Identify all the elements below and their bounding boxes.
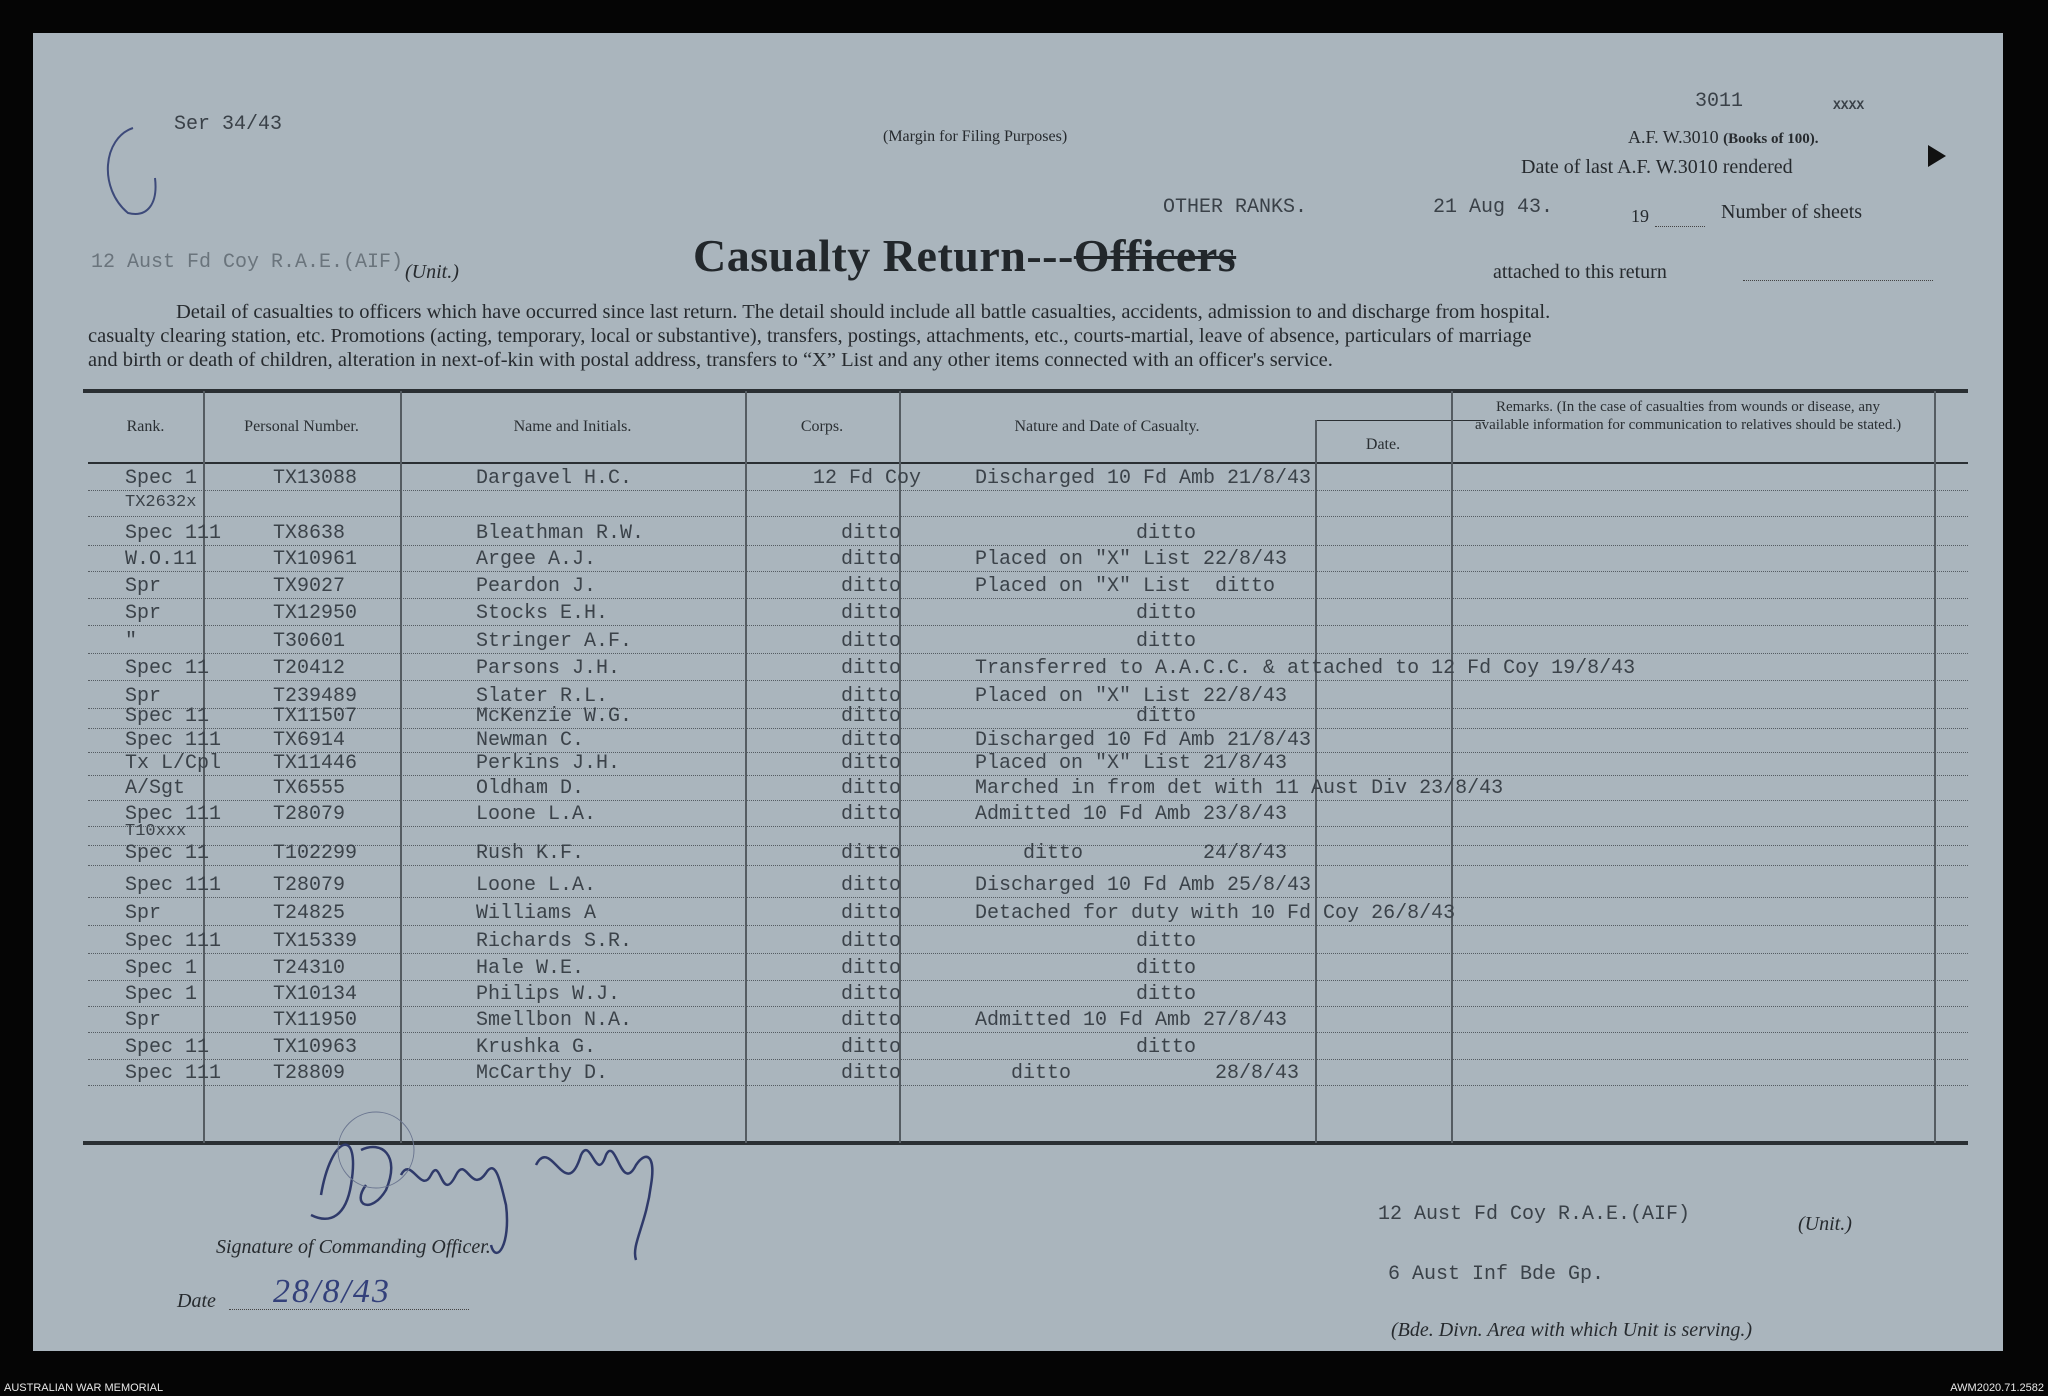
cell-corps: ditto [841, 842, 902, 865]
row-dotted-rule [88, 1032, 1968, 1033]
table-row [88, 491, 1968, 517]
col-header-name: Name and Initials. [513, 418, 632, 435]
number-sheets-label: Number of sheets [1721, 201, 1863, 223]
cell-name: Rush K.F. [476, 842, 585, 865]
col-header-rank: Rank. [126, 418, 165, 435]
brigade-label: (Bde. Divn. Area with which Unit is serving.) [1391, 1319, 1753, 1341]
margin-note: (Margin for Filing Purposes) [883, 128, 1068, 145]
cell-corps: ditto [841, 777, 902, 800]
cell-rank: Spec 111 [125, 522, 222, 545]
table-row [88, 775, 1968, 801]
signed-date: 28/8/43 [273, 1273, 391, 1310]
table-row [88, 465, 1968, 491]
cell-rank: Spec 111 [125, 930, 222, 953]
cell-rank: Spec 11 [125, 705, 210, 728]
cell-nature-right: ditto [1136, 705, 1197, 728]
table-row [88, 520, 1968, 546]
attached-label: attached to this return [1493, 261, 1667, 283]
year-dots [1655, 226, 1705, 227]
form-ref-overtype: XXXX [1833, 98, 1865, 113]
cell-number: TX13088 [273, 467, 358, 490]
cell-nature-right: ditto [1136, 930, 1197, 953]
cell-corps: ditto [841, 1062, 902, 1085]
cell-name: Perkins J.H. [476, 752, 621, 775]
table-row [88, 872, 1968, 898]
cell-number: T239489 [273, 685, 358, 708]
cell-number: TX10961 [273, 548, 358, 571]
cell-name: Argee A.J. [476, 548, 597, 571]
table-row [88, 1034, 1968, 1060]
cell-nature-right: ditto [1136, 602, 1197, 625]
row-dotted-rule [88, 571, 1968, 572]
cell-nature-right: ditto [1136, 522, 1197, 545]
cell-number: TX11507 [273, 705, 358, 728]
table-row [88, 546, 1968, 572]
cell-name: Slater R.L. [476, 685, 609, 708]
cell-name: Smellbon N.A. [476, 1009, 633, 1032]
cell-rank: TX2632x [125, 493, 197, 512]
cell-corps: ditto [841, 902, 902, 925]
cell-name: Williams A [476, 902, 597, 925]
table-row [88, 750, 1968, 776]
row-dotted-rule [88, 625, 1968, 626]
cell-corps: ditto [841, 685, 902, 708]
cell-rank: Spec 11 [125, 657, 210, 680]
row-dotted-rule [88, 598, 1968, 599]
row-dotted-rule [88, 865, 1968, 866]
cell-nature: Discharged 10 Fd Amb 21/8/43 [975, 467, 1312, 490]
cell-corps: ditto [841, 548, 902, 571]
attached-dots [1743, 280, 1933, 281]
row-dotted-rule [88, 897, 1968, 898]
form-ref: A.F. W.3010 (Books of 100). [1628, 127, 1819, 147]
table-row [88, 1060, 1968, 1086]
cell-nature: Transferred to A.A.C.C. & attached to 12 Fd Coy 19/8/43 [975, 657, 1636, 680]
cell-number: TX10963 [273, 1036, 358, 1059]
date-label: Date [177, 1290, 216, 1312]
cell-name: Hale W.E. [476, 957, 585, 980]
instructions-paragraph [88, 300, 1963, 372]
cell-corps: ditto [841, 874, 902, 897]
unit-label-footer: (Unit.) [1798, 1213, 1852, 1235]
cell-number: T30601 [273, 630, 346, 653]
page-title: Casualty Return---Officers [693, 230, 1237, 281]
cell-number: TX11950 [273, 1009, 358, 1032]
cell-corps: 12 Fd Coy [813, 467, 922, 490]
table-row [88, 900, 1968, 926]
cell-corps: ditto [841, 575, 902, 598]
cell-rank: Spec 111 [125, 803, 222, 826]
row-dotted-rule [88, 925, 1968, 926]
instruction-line: Detail of casualties to officers which have occurred since last return. The detail should include all battle casualties, accidents, admission to and discharge from hospital. [176, 301, 1551, 323]
filing-tab-mark [1928, 145, 1946, 167]
cell-corps: ditto [841, 729, 902, 752]
cell-corps: ditto [841, 1009, 902, 1032]
cell-name: Stocks E.H. [476, 602, 609, 625]
cell-nature: Detached for duty with 10 Fd Coy 26/8/43 [975, 902, 1456, 925]
cell-nature: Discharged 10 Fd Amb 21/8/43 [975, 729, 1312, 752]
cell-number: TX6914 [273, 729, 346, 752]
cell-rank: Spec 1 [125, 957, 198, 980]
cell-number: T28079 [273, 803, 346, 826]
cell-corps: ditto [841, 752, 902, 775]
cell-nature-right: ditto [1136, 630, 1197, 653]
cell-name: Bleathman R.W. [476, 522, 645, 545]
table-row [88, 573, 1968, 599]
cell-number: TX15339 [273, 930, 358, 953]
cell-corps: ditto [841, 630, 902, 653]
table-row [88, 655, 1968, 681]
row-dotted-rule [88, 1085, 1968, 1086]
cell-corps: ditto [841, 602, 902, 625]
cell-name: Richards S.R. [476, 930, 633, 953]
cell-number: T28809 [273, 1062, 346, 1085]
cell-number: TX10134 [273, 983, 358, 1006]
cell-rank: Spr [125, 685, 162, 708]
row-dotted-rule [88, 953, 1968, 954]
col-header-date: Date. [1365, 436, 1401, 453]
archive-footer-right: AWM2020.71.2582 [1950, 1382, 2044, 1394]
table-row [88, 1007, 1968, 1033]
unit-typed-footer: 12 Aust Fd Coy R.A.E.(AIF) [1378, 1203, 1691, 1226]
cell-number: TX9027 [273, 575, 346, 598]
cell-nature-right: ditto [1136, 983, 1197, 1006]
cell-name: Parsons J.H. [476, 657, 621, 680]
cell-nature: Placed on "X" List 22/8/43 [975, 548, 1288, 571]
cell-corps: ditto [841, 522, 902, 545]
cell-rank: Spr [125, 602, 162, 625]
cell-number: T24825 [273, 902, 346, 925]
col-header-number: Personal Number. [244, 418, 359, 435]
cell-rank: Spec 11 [125, 1036, 210, 1059]
cell-rank: Spr [125, 902, 162, 925]
pencil-circle-mark [93, 118, 173, 228]
instruction-line: casualty clearing station, etc. Promotions (acting, temporary, local or substantive), transfers, postings, attachments, etc., courts-martial, leave of absence, particulars of marriage [88, 325, 1532, 347]
cell-corps: ditto [841, 803, 902, 826]
cell-nature: Placed on "X" List 21/8/43 [975, 752, 1288, 775]
cell-rank: Spr [125, 575, 162, 598]
form-number-typed: 3011 [1695, 90, 1744, 113]
cell-name: Philips W.J. [476, 983, 621, 1006]
cell-nature: Admitted 10 Fd Amb 27/8/43 [975, 1009, 1288, 1032]
cell-nature-right: ditto [1136, 1036, 1197, 1059]
row-dotted-rule [88, 516, 1968, 517]
cell-number: TX12950 [273, 602, 358, 625]
date-last-label: Date of last A.F. W.3010 rendered [1521, 156, 1793, 178]
title-struck-word: Officers [1073, 230, 1237, 281]
cell-rank: Spr [125, 1009, 162, 1032]
cell-corps: ditto [841, 705, 902, 728]
cell-name: Newman C. [476, 729, 585, 752]
cell-nature-right: ditto [1136, 957, 1197, 980]
cell-nature: Discharged 10 Fd Amb 25/8/43 [975, 874, 1312, 897]
cell-name: Loone L.A. [476, 803, 597, 826]
brigade-typed: 6 Aust Inf Bde Gp. [1388, 1263, 1605, 1286]
table-row [88, 928, 1968, 954]
table-row [88, 600, 1968, 626]
cell-rank: Spec 111 [125, 729, 222, 752]
cell-rank: W.O.11 [125, 548, 198, 571]
cell-corps: ditto [841, 657, 902, 680]
table-row [88, 628, 1968, 654]
cell-number: TX6555 [273, 777, 346, 800]
cell-rank: Spec 111 [125, 874, 222, 897]
cell-number: T28079 [273, 874, 346, 897]
cell-name: Peardon J. [476, 575, 597, 598]
cell-rank: A/Sgt [125, 777, 186, 800]
cell-rank: Spec 1 [125, 983, 198, 1006]
cell-corps: ditto [841, 957, 902, 980]
row-dotted-rule [88, 653, 1968, 654]
cell-rank: Spec 11 [125, 842, 210, 865]
table-row [88, 703, 1968, 729]
row-dotted-rule [88, 680, 1968, 681]
cell-number: TX11446 [273, 752, 358, 775]
col-header-corps: Corps. [800, 418, 844, 435]
cell-rank: Spec 111 [125, 1062, 222, 1085]
cell-rank: " [125, 630, 138, 653]
other-ranks-note: OTHER RANKS. [1163, 196, 1308, 219]
cell-nature: Placed on "X" List ditto [975, 575, 1276, 598]
col-header-remarks: Remarks. (In the case of casualties from wounds or disease, any available information for communication to relatives should be stated.) [1474, 399, 1902, 433]
cell-rank: T10xxx [125, 822, 187, 841]
cell-rank: Spec 1 [125, 467, 198, 490]
cell-number: T24310 [273, 957, 346, 980]
cell-rank: Tx L/Cpl [125, 752, 222, 775]
table-row [88, 981, 1968, 1007]
year-prefix: 19 [1631, 206, 1649, 226]
ser-reference: Ser 34/43 [174, 113, 283, 136]
cell-number: T20412 [273, 657, 346, 680]
cell-corps: ditto [841, 930, 902, 953]
cell-name: McKenzie W.G. [476, 705, 633, 728]
remarks-rule [1485, 462, 1968, 463]
instruction-line: and birth or death of children, alteration in next-of-kin with postal address, transfers to “X” List and any other items connected with an officer's service. [88, 349, 1333, 371]
cell-name: Oldham D. [476, 777, 585, 800]
cell-name: McCarthy D. [476, 1062, 609, 1085]
cell-name: Dargavel H.C. [476, 467, 633, 490]
table-row [88, 840, 1968, 866]
cell-nature: Marched in from det with 11 Aust Div 23/8/43 [975, 777, 1504, 800]
cell-number: T102299 [273, 842, 358, 865]
unit-label: (Unit.) [405, 261, 459, 283]
cell-nature: Admitted 10 Fd Amb 23/8/43 [975, 803, 1288, 826]
archive-footer-left: AUSTRALIAN WAR MEMORIAL [4, 1382, 164, 1394]
cell-corps: ditto [841, 1036, 902, 1059]
col-header-nature: Nature and Date of Casualty. [1014, 418, 1200, 435]
table-top-rule [83, 389, 1968, 393]
table-row [88, 955, 1968, 981]
date-sub-rule [1315, 420, 1485, 421]
cell-nature: Placed on "X" List 22/8/43 [975, 685, 1288, 708]
cell-nature: ditto 28/8/43 [975, 1062, 1300, 1085]
cell-name: Stringer A.F. [476, 630, 633, 653]
form-sheet [33, 33, 2003, 1351]
cell-name: Loone L.A. [476, 874, 597, 897]
cell-nature: ditto 24/8/43 [975, 842, 1288, 865]
cell-corps: ditto [841, 983, 902, 1006]
signature-label: Signature of Commanding Officer. [216, 1236, 491, 1258]
date-last-value: 21 Aug 43. [1433, 196, 1554, 219]
cell-number: TX8638 [273, 522, 346, 545]
unit-typed: 12 Aust Fd Coy R.A.E.(AIF) [91, 251, 404, 274]
cell-name: Krushka G. [476, 1036, 597, 1059]
